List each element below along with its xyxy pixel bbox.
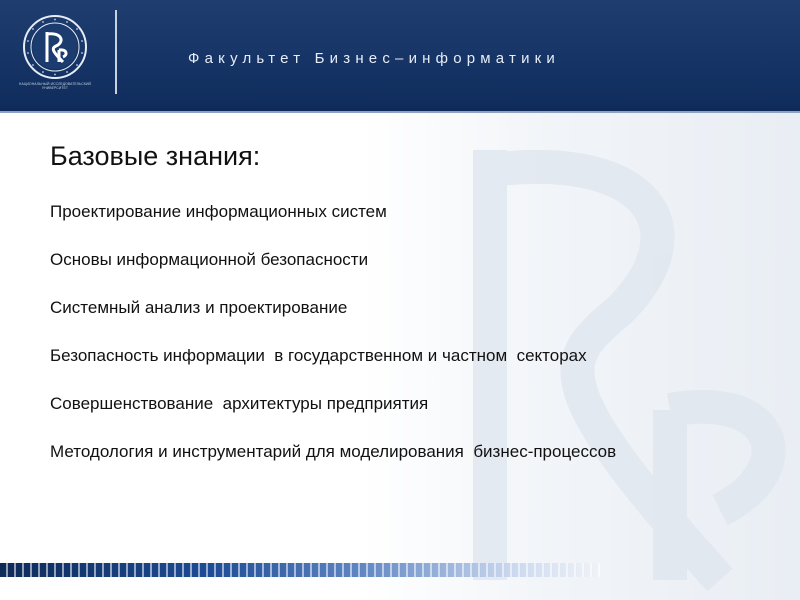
header-bar xyxy=(0,0,800,108)
list-item: Безопасность информации в государственном и частном секторах xyxy=(50,346,587,365)
hse-logo-icon xyxy=(22,14,88,80)
list-item: Основы информационной безопасности xyxy=(50,250,369,269)
faculty-title: Факультет Бизнес–информатики xyxy=(188,50,560,67)
header-divider xyxy=(115,10,117,94)
list-item: Методология и инструментарий для моделирования бизнес-процессов xyxy=(50,442,617,461)
slide-title: Базовые знания: xyxy=(50,141,261,171)
footer-stripes xyxy=(0,563,600,577)
list-item: Совершенствование архитектуры предприятия xyxy=(50,394,429,413)
header-rule-light xyxy=(0,111,800,113)
knowledge-list xyxy=(50,202,616,490)
list-item: Системный анализ и проектирование xyxy=(50,298,348,317)
list-item: Проектирование информационных систем xyxy=(50,202,387,221)
logo-caption: НАЦИОНАЛЬНЫЙ ИССЛЕДОВАТЕЛЬСКИЙ УНИВЕРСИТЕТ xyxy=(18,82,92,91)
